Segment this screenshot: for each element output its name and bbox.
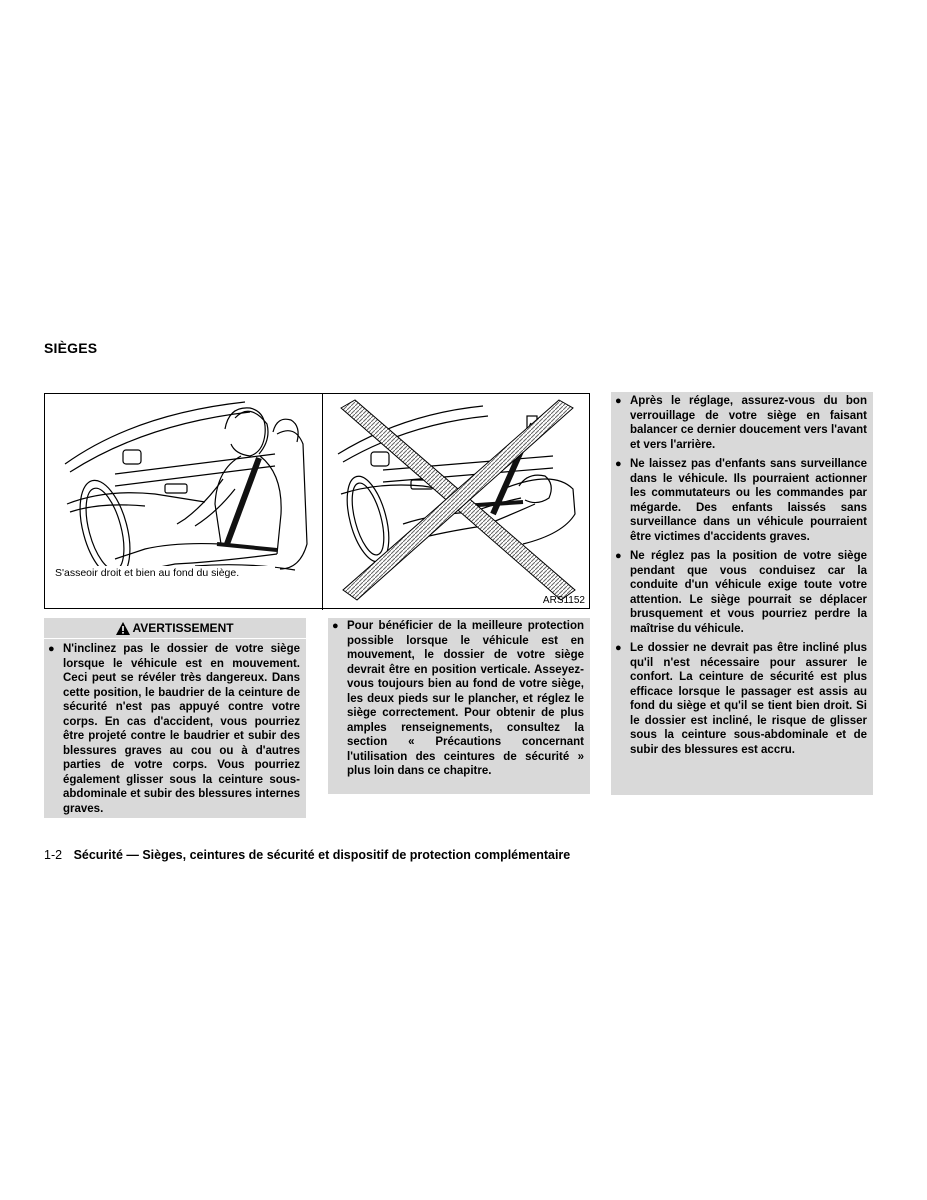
page-number: 1-2	[44, 848, 63, 862]
bullet-icon: ●	[615, 395, 622, 407]
figure-caption: S'asseoir droit et bien au fond du siège.	[55, 566, 275, 580]
list-item: ● Ne réglez pas la position de votre siège pendant que vous conduisez car la conduite d'un véhicule exige toute votre attention. Le siège pourrait se déplacer brusquement et vous pourriez perdre la maîtrise du véhicule.	[615, 550, 867, 635]
column2-list	[328, 619, 590, 779]
bullet-icon: ●	[615, 458, 622, 470]
warning-column-2	[328, 618, 590, 794]
warning-list	[44, 639, 306, 816]
warning-box	[44, 618, 306, 818]
list-item: ● Ne laissez pas d'enfants sans surveillance dans le véhicule. Ils pourraient actionner les commutateurs ou les commandes par mégarde. Des enfants laissés sans surveillance dans un véhicule pourraient être victimes d'accidents graves.	[615, 458, 867, 543]
list-item: ● Le dossier ne devrait pas être incliné plus qu'il n'est nécessaire pour assurer le confort. La ceinture de sécurité est plus efficace lorsque le passager est assis au fond du siège et qu'il se tient bien droit. Si le dossier est incliné, le risque de glisser sous la ceinture sous-abdominale et de subir des blessures est accru.	[615, 642, 867, 756]
section-title: SIÈGES	[44, 340, 98, 356]
list-item: ● N'inclinez pas le dossier de votre siège lorsque le véhicule est en mouvement. Ceci peut se révéler très dangereux. Dans cette position, le baudrier de la ceinture de sécurité n'est pas appuyé contre votre corps. En cas d'accident, vous pourriez être projeté contre le baudrier et subir des blessures graves au cou ou à d'autres parties de votre corps. Vous pourriez également glisser sous la ceinture sous-abdominale et subir des blessures internes graves.	[48, 643, 300, 815]
warning-header	[44, 618, 306, 639]
bullet-icon: ●	[615, 550, 622, 562]
warning-column-3	[611, 392, 873, 795]
seating-figure	[44, 393, 590, 609]
figure-code: ARS1152	[542, 595, 585, 606]
bullet-icon: ●	[48, 643, 55, 655]
list-item: ● Pour bénéficier de la meilleure protection possible lorsque le véhicule est en mouvement, le dossier de votre siège devrait être en position verticale. Asseyez-vous toujours bien au fond de votre siège, les deux pieds sur le plancher, et réglez le siège correctement. Pour obtenir de plus amples renseignements, consultez la section « Précautions concernant l'utilisation des ceintures de sécurité » plus loin dans ce chapitre.	[332, 620, 584, 777]
page-footer	[44, 848, 570, 862]
bullet-icon: ●	[332, 620, 339, 632]
footer-title: Sécurité — Sièges, ceintures de sécurité et dispositif de protection complémentaire	[73, 848, 571, 862]
column3-list	[611, 394, 873, 757]
warning-title: AVERTISSEMENT	[132, 621, 234, 635]
warning-triangle-icon	[116, 622, 130, 635]
bullet-icon: ●	[615, 642, 622, 654]
list-item: ● Après le réglage, assurez-vous du bon verrouillage de votre siège en faisant balancer ce dernier doucement vers l'avant et vers l'arrière.	[615, 395, 867, 451]
incorrect-posture-illustration	[323, 394, 591, 610]
